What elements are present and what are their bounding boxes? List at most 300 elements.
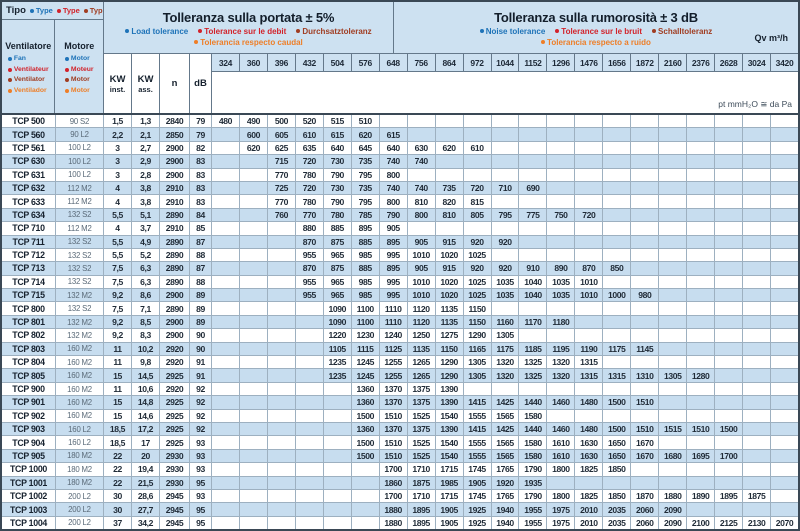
flow-value-cell xyxy=(547,169,575,181)
motor-cell: 132 S2 xyxy=(56,249,104,261)
flow-value-cell: 1360 xyxy=(352,383,380,395)
flow-value-cell xyxy=(631,128,659,140)
kw-ass-cell: 21,5 xyxy=(132,477,160,489)
flow-value-cell: 1880 xyxy=(380,517,408,529)
table-body xyxy=(2,115,798,529)
flow-value-cell xyxy=(687,155,715,167)
flow-value-cell xyxy=(743,477,771,489)
legend-item: Moteur xyxy=(65,65,94,76)
flow-value-cell: 1710 xyxy=(408,463,436,475)
fan-cell: TCP 630 xyxy=(2,155,56,167)
flow-value-cell: 490 xyxy=(240,115,268,127)
flow-value-cell xyxy=(212,236,240,248)
flow-value-cell: 1035 xyxy=(492,289,520,301)
table-row xyxy=(2,450,798,463)
table-row xyxy=(2,369,798,382)
flow-value-cell xyxy=(603,115,631,127)
flow-value-cell xyxy=(771,463,798,475)
column-headers xyxy=(104,54,798,113)
table-row xyxy=(2,262,798,275)
table-row xyxy=(2,128,798,141)
table-row xyxy=(2,236,798,249)
flow-value-cell xyxy=(380,115,408,127)
flow-value-cell xyxy=(212,423,240,435)
flow-value-cell: 1500 xyxy=(603,396,631,408)
flow-value-cell xyxy=(240,169,268,181)
flow-value-cell xyxy=(659,396,687,408)
flow-value-cell: 1415 xyxy=(464,396,492,408)
flow-value-cell: 965 xyxy=(324,276,352,288)
flow-value-cell: 885 xyxy=(352,236,380,248)
flow-value-cell xyxy=(296,343,324,355)
flow-value-cell xyxy=(492,169,520,181)
db-cell: 95 xyxy=(190,503,212,515)
flow-value-cell: 1315 xyxy=(575,356,603,368)
flow-value-cell xyxy=(771,115,798,127)
flow-value-cell: 1135 xyxy=(408,343,436,355)
flow-value-cell: 1315 xyxy=(603,369,631,381)
flow-value-cell: 730 xyxy=(324,155,352,167)
motor-cell: 100 L2 xyxy=(56,155,104,167)
flow-value-cell xyxy=(212,209,240,221)
flow-column-header: 756 xyxy=(408,54,436,71)
flow-value-cell xyxy=(659,155,687,167)
flow-value-cell xyxy=(212,503,240,515)
flow-value-cell: 1115 xyxy=(352,343,380,355)
flow-value-cell xyxy=(715,396,743,408)
kw-inst-cell: 30 xyxy=(104,490,132,502)
flow-value-cell xyxy=(240,503,268,515)
flow-value-cell: 2070 xyxy=(775,517,794,528)
flow-value-cell: 1650 xyxy=(603,450,631,462)
flow-value-cell xyxy=(771,169,798,181)
flow-value-cell xyxy=(631,383,659,395)
flow-value-cell xyxy=(240,463,268,475)
flow-value-cell xyxy=(631,302,659,314)
flow-value-cell xyxy=(352,503,380,515)
flow-value-cell: 520 xyxy=(296,115,324,127)
flow-value-cell: 1765 xyxy=(492,490,520,502)
db-cell: 90 xyxy=(190,343,212,355)
flow-value-cell xyxy=(464,128,492,140)
flow-value-cell: 1325 xyxy=(519,369,547,381)
flow-value-cell: 995 xyxy=(380,276,408,288)
n-cell: 2925 xyxy=(160,423,190,435)
db-cell: 92 xyxy=(190,410,212,422)
flow-value-cell: 1630 xyxy=(575,450,603,462)
flow-value-cell: 1500 xyxy=(352,436,380,448)
kw-inst-cell: 9,2 xyxy=(104,316,132,328)
flow-value-cell xyxy=(352,463,380,475)
flow-value-cell: 920 xyxy=(464,236,492,248)
kw-ass-cell: 3,8 xyxy=(132,182,160,194)
legend-item: Ventilator xyxy=(8,75,45,86)
flow-value-cell xyxy=(240,490,268,502)
flow-value-cell: 1180 xyxy=(547,316,575,328)
table-row xyxy=(2,316,798,329)
flow-value-cell xyxy=(771,209,798,221)
flow-value-cell: 1800 xyxy=(547,490,575,502)
flow-value-cell: 1020 xyxy=(436,289,464,301)
fan-cell: TCP 710 xyxy=(2,222,56,234)
fan-cell: TCP 1003 xyxy=(2,503,56,515)
flow-value-cell: 1875 xyxy=(408,477,436,489)
flow-value-cell xyxy=(492,302,520,314)
flow-value-cell xyxy=(324,423,352,435)
flow-value-cell xyxy=(575,383,603,395)
n-cell: 2890 xyxy=(160,209,190,221)
flow-value-cell xyxy=(464,115,492,127)
db-cell: 89 xyxy=(190,289,212,301)
flow-value-cell xyxy=(687,182,715,194)
motor-cell: 132 S2 xyxy=(56,262,104,274)
flow-value-cell xyxy=(212,436,240,448)
flow-value-cell xyxy=(240,383,268,395)
db-cell: 95 xyxy=(190,477,212,489)
flow-value-cell: 720 xyxy=(296,182,324,194)
flow-value-cell: 730 xyxy=(324,182,352,194)
flow-value-cell xyxy=(631,115,659,127)
flow-value-cell: 1500 xyxy=(352,410,380,422)
kw-ass-cell: 3,7 xyxy=(132,222,160,234)
kw-ass-cell: 14,8 xyxy=(132,396,160,408)
flow-value-cell: 615 xyxy=(324,128,352,140)
flow-value-cell: 870 xyxy=(575,262,603,274)
bullet-icon xyxy=(8,78,12,82)
flow-value-cell xyxy=(212,369,240,381)
kw-ass-cell: 10,6 xyxy=(132,383,160,395)
db-column-header: dB xyxy=(190,54,212,113)
flow-value-cell xyxy=(575,128,603,140)
header-right-block xyxy=(104,2,798,113)
flow-value-cell: 640 xyxy=(380,142,408,154)
n-cell: 2930 xyxy=(160,450,190,462)
flow-value-cell xyxy=(687,316,715,328)
flow-value-cell xyxy=(603,128,631,140)
flow-value-cell xyxy=(408,169,436,181)
flow-value-cell xyxy=(547,236,575,248)
flow-value-cell xyxy=(464,169,492,181)
flow-value-cell: 890 xyxy=(547,262,575,274)
flow-value-cell: 1245 xyxy=(352,369,380,381)
fan-cell: TCP 634 xyxy=(2,209,56,221)
flow-value-cell: 1035 xyxy=(547,289,575,301)
flow-value-cell xyxy=(212,463,240,475)
flow-value-cell: 1565 xyxy=(492,410,520,422)
flow-value-cell: 1040 xyxy=(519,289,547,301)
flow-value-cell xyxy=(240,343,268,355)
flow-value-cell xyxy=(547,128,575,140)
flow-value-cell xyxy=(268,503,296,515)
flow-value-cell xyxy=(268,289,296,301)
flow-value-cell: 1375 xyxy=(408,396,436,408)
fan-cell: TCP 904 xyxy=(2,436,56,448)
fan-cell: TCP 902 xyxy=(2,410,56,422)
kw-ass-cell: 27,7 xyxy=(132,503,160,515)
flow-value-cell xyxy=(212,356,240,368)
flow-value-cell xyxy=(743,316,771,328)
flow-value-cell: 1025 xyxy=(464,289,492,301)
kw-ass-cell: 6,3 xyxy=(132,276,160,288)
flow-value-cell: 955 xyxy=(296,289,324,301)
flow-value-cell xyxy=(715,369,743,381)
motor-cell: 132 S2 xyxy=(56,209,104,221)
db-cell: 83 xyxy=(190,155,212,167)
flow-value-cell xyxy=(296,302,324,314)
flow-value-cell xyxy=(771,396,798,408)
flow-value-cell: 875 xyxy=(324,236,352,248)
flow-value-cell: 790 xyxy=(324,195,352,207)
flow-value-cell xyxy=(631,142,659,154)
flow-value-cell: 1230 xyxy=(352,329,380,341)
flow-value-cell: 1315 xyxy=(575,369,603,381)
flow-value-cell: 1105 xyxy=(324,343,352,355)
flow-value-cell xyxy=(268,450,296,462)
legend-item: Motor xyxy=(65,54,90,65)
flow-value-cell: 800 xyxy=(380,195,408,207)
flow-value-cell xyxy=(268,262,296,274)
flow-value-cell xyxy=(631,356,659,368)
flow-value-cell: 1320 xyxy=(492,356,520,368)
table-row xyxy=(2,182,798,195)
flow-value-cell xyxy=(743,276,771,288)
motor-cell: 112 M2 xyxy=(56,182,104,194)
flow-value-cell: 1245 xyxy=(352,356,380,368)
flow-column-header: 1044 xyxy=(492,54,520,71)
fan-cell: TCP 802 xyxy=(2,329,56,341)
flow-value-cell: 770 xyxy=(296,209,324,221)
flow-value-cell: 985 xyxy=(352,289,380,301)
motor-cell: 100 L2 xyxy=(56,169,104,181)
flow-value-cell xyxy=(324,490,352,502)
db-cell: 79 xyxy=(190,115,212,127)
legend-item: Fan xyxy=(8,54,26,65)
legend-item: Motor xyxy=(65,75,90,86)
flow-value-cell: 1305 xyxy=(464,369,492,381)
n-cell: 2890 xyxy=(160,302,190,314)
legend-item: Ventilateur xyxy=(8,65,49,76)
flow-value-cell xyxy=(631,169,659,181)
flow-value-cell xyxy=(212,249,240,261)
flow-value-cell xyxy=(240,316,268,328)
flow-value-cell: 1020 xyxy=(436,249,464,261)
bullet-icon xyxy=(65,68,69,72)
ventilatore-header-cell xyxy=(2,20,55,113)
flow-value-cell xyxy=(575,195,603,207)
flow-value-cell: 1870 xyxy=(631,490,659,502)
n-cell: 2890 xyxy=(160,262,190,274)
flow-value-cell: 875 xyxy=(324,262,352,274)
flow-value-cell xyxy=(771,276,798,288)
flow-value-cell: 1955 xyxy=(519,503,547,515)
motore-header-cell xyxy=(55,20,103,113)
flow-value-cell xyxy=(743,289,771,301)
flow-value-cell: 815 xyxy=(464,195,492,207)
flow-column-header: 648 xyxy=(380,54,408,71)
flow-value-cell xyxy=(743,182,771,194)
flow-value-cell: 1120 xyxy=(408,302,436,314)
db-cell: 95 xyxy=(190,517,212,529)
flow-value-cell xyxy=(575,316,603,328)
kw-ass-cell: 2,9 xyxy=(132,155,160,167)
flow-header-area xyxy=(212,54,798,113)
flow-value-cell xyxy=(771,316,798,328)
flow-value-cell xyxy=(268,477,296,489)
flow-value-cell: 965 xyxy=(324,289,352,301)
flow-value-cell xyxy=(240,155,268,167)
flow-value-cell: 1460 xyxy=(547,396,575,408)
flow-value-cell: 1000 xyxy=(603,289,631,301)
flow-value-cell xyxy=(631,195,659,207)
kw-ass-cell: 5,1 xyxy=(132,209,160,221)
flow-value-cell: 1895 xyxy=(715,490,743,502)
kw-ass-cell: 6,3 xyxy=(132,262,160,274)
flow-value-cell xyxy=(547,383,575,395)
flow-value-cell xyxy=(743,436,771,448)
flow-value-cell xyxy=(687,209,715,221)
flow-value-cell: 1255 xyxy=(380,356,408,368)
flow-value-cell xyxy=(715,249,743,261)
kw-ass-column-header: KW ass. xyxy=(132,54,160,113)
db-cell: 89 xyxy=(190,302,212,314)
flow-value-cell xyxy=(575,410,603,422)
flow-value-cell: 760 xyxy=(268,209,296,221)
fan-motor-header xyxy=(2,20,103,113)
db-cell: 93 xyxy=(190,450,212,462)
flow-value-cell xyxy=(771,302,798,314)
tipo-legend xyxy=(30,5,103,16)
flow-value-cell xyxy=(603,477,631,489)
flow-value-cell xyxy=(659,249,687,261)
flow-value-cell xyxy=(743,503,771,515)
flow-value-cell: 795 xyxy=(492,209,520,221)
header-left-block xyxy=(2,2,104,113)
motor-cell: 132 M2 xyxy=(56,316,104,328)
flow-value-cell: 725 xyxy=(268,182,296,194)
flow-value-cell xyxy=(268,276,296,288)
flow-value-cell: 1320 xyxy=(547,369,575,381)
flow-value-cell xyxy=(715,329,743,341)
flow-value-cell xyxy=(212,155,240,167)
flow-value-cell xyxy=(547,115,575,127)
db-cell: 92 xyxy=(190,423,212,435)
flow-value-cell: 1875 xyxy=(743,490,771,502)
flow-value-cell xyxy=(296,316,324,328)
flow-value-cell xyxy=(436,128,464,140)
flow-value-cell: 1255 xyxy=(380,369,408,381)
n-cell: 2920 xyxy=(160,356,190,368)
flow-value-cell: 1790 xyxy=(519,463,547,475)
bullet-icon xyxy=(84,9,88,13)
flow-value-cell: 1555 xyxy=(464,410,492,422)
flow-column-header: 360 xyxy=(240,54,268,71)
motor-cell: 90 L2 xyxy=(56,128,104,140)
flow-value-cell: 1895 xyxy=(408,517,436,529)
fan-cell: TCP 900 xyxy=(2,383,56,395)
flow-value-cell xyxy=(324,450,352,462)
flow-value-cell: 895 xyxy=(352,222,380,234)
flow-value-cell: 1940 xyxy=(492,503,520,515)
flow-value-cell xyxy=(575,115,603,127)
flow-value-cell: 2125 xyxy=(715,517,743,529)
flow-value-cell: 1925 xyxy=(464,503,492,515)
kw-inst-cell: 22 xyxy=(104,450,132,462)
flow-value-cell: 1185 xyxy=(519,343,547,355)
flow-value-cell: 1100 xyxy=(352,316,380,328)
flow-value-cell: 790 xyxy=(324,169,352,181)
table-row xyxy=(2,410,798,423)
flow-value-cell xyxy=(659,169,687,181)
flow-value-cell: 1985 xyxy=(436,477,464,489)
flow-value-cell xyxy=(212,396,240,408)
flow-value-cell xyxy=(519,169,547,181)
flow-value-cell xyxy=(492,128,520,140)
kw-ass-cell: 28,6 xyxy=(132,490,160,502)
flow-value-cell: 780 xyxy=(296,169,324,181)
flow-value-cell xyxy=(575,182,603,194)
table-row xyxy=(2,249,798,262)
flow-value-cell: 2090 xyxy=(659,503,687,515)
motor-cell: 112 M2 xyxy=(56,195,104,207)
flow-value-cell xyxy=(240,369,268,381)
flow-value-cell: 715 xyxy=(268,155,296,167)
flow-value-cell xyxy=(743,262,771,274)
motor-cell: 180 M2 xyxy=(56,463,104,475)
flow-value-cell xyxy=(408,115,436,127)
flow-value-cell xyxy=(631,316,659,328)
flow-value-cell xyxy=(715,410,743,422)
flow-value-cell xyxy=(268,423,296,435)
flow-value-cell xyxy=(240,356,268,368)
flow-value-cell: 1135 xyxy=(436,316,464,328)
flow-value-cell: 1425 xyxy=(492,423,520,435)
flow-value-cell xyxy=(519,195,547,207)
flow-value-cell xyxy=(659,343,687,355)
flow-value-cell: 955 xyxy=(296,276,324,288)
flow-value-cell xyxy=(631,236,659,248)
flow-value-cell xyxy=(771,369,798,381)
legend-item: Tolerancia respecto caudal xyxy=(194,37,303,48)
table-row xyxy=(2,302,798,315)
flow-value-cell xyxy=(547,142,575,154)
kw-ass-cell: 4,9 xyxy=(132,236,160,248)
flow-value-cell xyxy=(715,262,743,274)
motor-cell: 160 M2 xyxy=(56,396,104,408)
n-cell: 2920 xyxy=(160,343,190,355)
flow-value-cell: 1110 xyxy=(380,302,408,314)
flow-value-cell xyxy=(603,209,631,221)
fan-cell: TCP 905 xyxy=(2,450,56,462)
flow-value-cell xyxy=(240,182,268,194)
flow-value-cell: 1150 xyxy=(464,316,492,328)
motore-legend xyxy=(65,54,94,96)
flow-value-cell: 630 xyxy=(408,142,436,154)
db-cell: 93 xyxy=(190,463,212,475)
flow-value-cell xyxy=(212,182,240,194)
kw-inst-column-header: KW inst. xyxy=(104,54,132,113)
flow-value-cell xyxy=(687,477,715,489)
flow-value-cell: 795 xyxy=(352,195,380,207)
n-column-header: n xyxy=(160,54,190,113)
flow-value-cell xyxy=(743,115,771,127)
flow-value-cell: 1165 xyxy=(464,343,492,355)
flow-value-cell: 720 xyxy=(464,182,492,194)
flow-value-cell: 800 xyxy=(408,209,436,221)
kw-ass-cell: 1,3 xyxy=(132,115,160,127)
kw-inst-cell: 3 xyxy=(104,142,132,154)
kw-ass-cell: 19,4 xyxy=(132,463,160,475)
flow-value-cell xyxy=(603,410,631,422)
